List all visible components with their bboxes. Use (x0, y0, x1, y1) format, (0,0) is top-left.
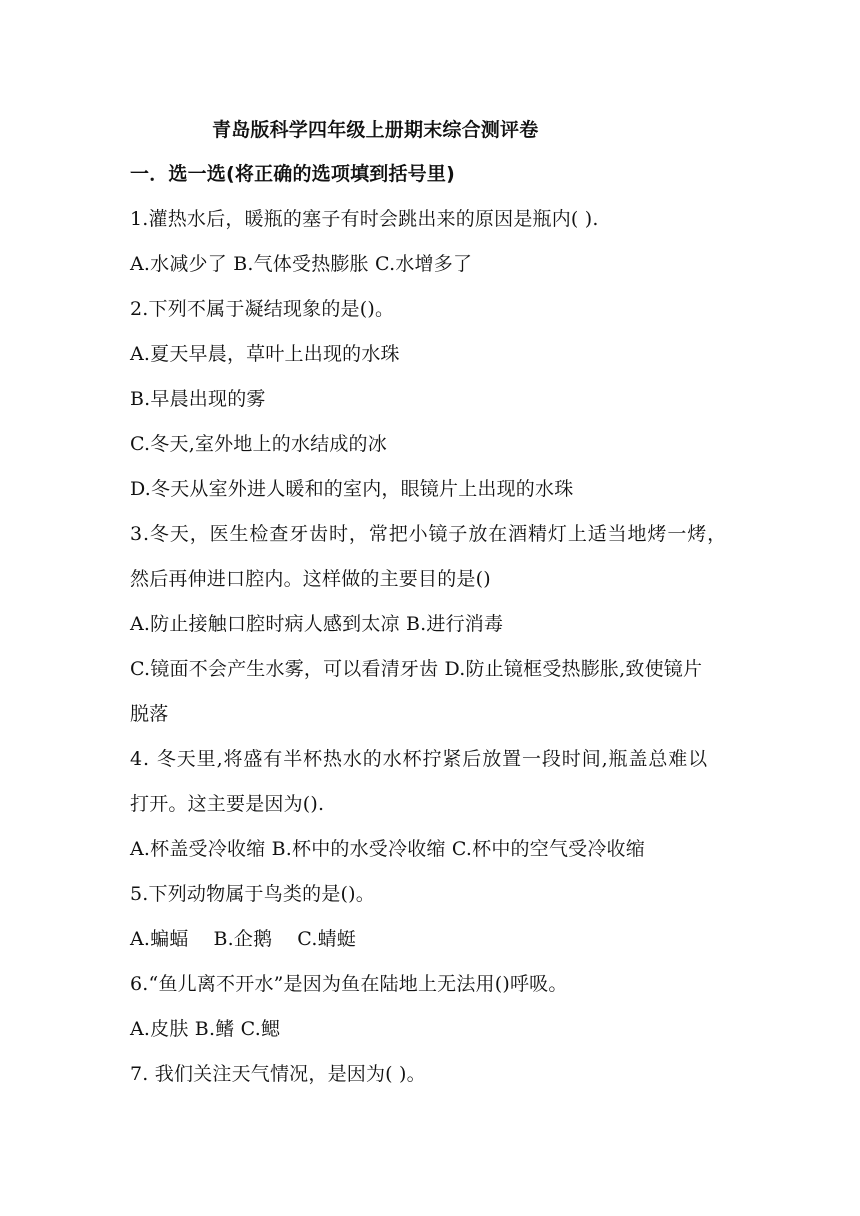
question-5-options: A.蝙蝠 B.企鹅 C.蜻蜓 (130, 928, 356, 950)
question-2-option-b: B.早晨出现的雾 (130, 388, 266, 410)
question-4-options: A.杯盖受冷收缩 B.杯中的水受冷收缩 C.杯中的空气受冷收缩 (130, 838, 645, 860)
question-7: 7. 我们关注天气情况，是因为( )。 (130, 1063, 426, 1085)
question-1-options: A.水减少了 B.气体受热膨胀 C.水增多了 (130, 253, 473, 275)
question-6-options: A.皮肤 B.鳍 C.鳃 (130, 1018, 281, 1040)
section-heading: 一．选一选(将正确的选项填到括号里) (130, 163, 455, 185)
question-3-continued: 然后再伸进口腔内。这样做的主要目的是() (130, 568, 491, 590)
question-3-options-cd: C.镜面不会产生水雾，可以看清牙齿 D.防止镜框受热膨胀,致使镜片 (130, 658, 703, 680)
question-3-options-ab: A.防止接触口腔时病人感到太凉 B.进行消毒 (130, 613, 504, 635)
question-4-continued: 打开。这主要是因为(). (130, 793, 325, 815)
document-title: 青岛版科学四年级上册期末综合测评卷 (212, 119, 539, 141)
question-2-option-a: A.夏天早晨，草叶上出现的水珠 (130, 343, 400, 365)
question-2-option-c: C.冬天,室外地上的水结成的冰 (130, 433, 387, 455)
question-6: 6.“鱼儿离不开水”是因为鱼在陆地上无法用()呼吸。 (130, 973, 568, 995)
question-2-option-d: D.冬天从室外进人暖和的室内，眼镜片上出现的水珠 (130, 478, 574, 500)
question-3: 3.冬天，医生检查牙齿时，常把小镜子放在酒精灯上适当地烤一烤， (130, 523, 728, 545)
question-1: 1.灌热水后，暖瓶的塞子有时会跳出来的原因是瓶内( ). (130, 208, 599, 230)
question-5: 5.下列动物属于鸟类的是()。 (130, 883, 375, 905)
question-2: 2.下列不属于凝结现象的是()。 (130, 298, 395, 320)
question-4: 4. 冬天里,将盛有半杯热水的水杯拧紧后放置一段时间,瓶盖总难以 (130, 748, 709, 770)
question-3-options-cd-continued: 脱落 (130, 703, 169, 725)
